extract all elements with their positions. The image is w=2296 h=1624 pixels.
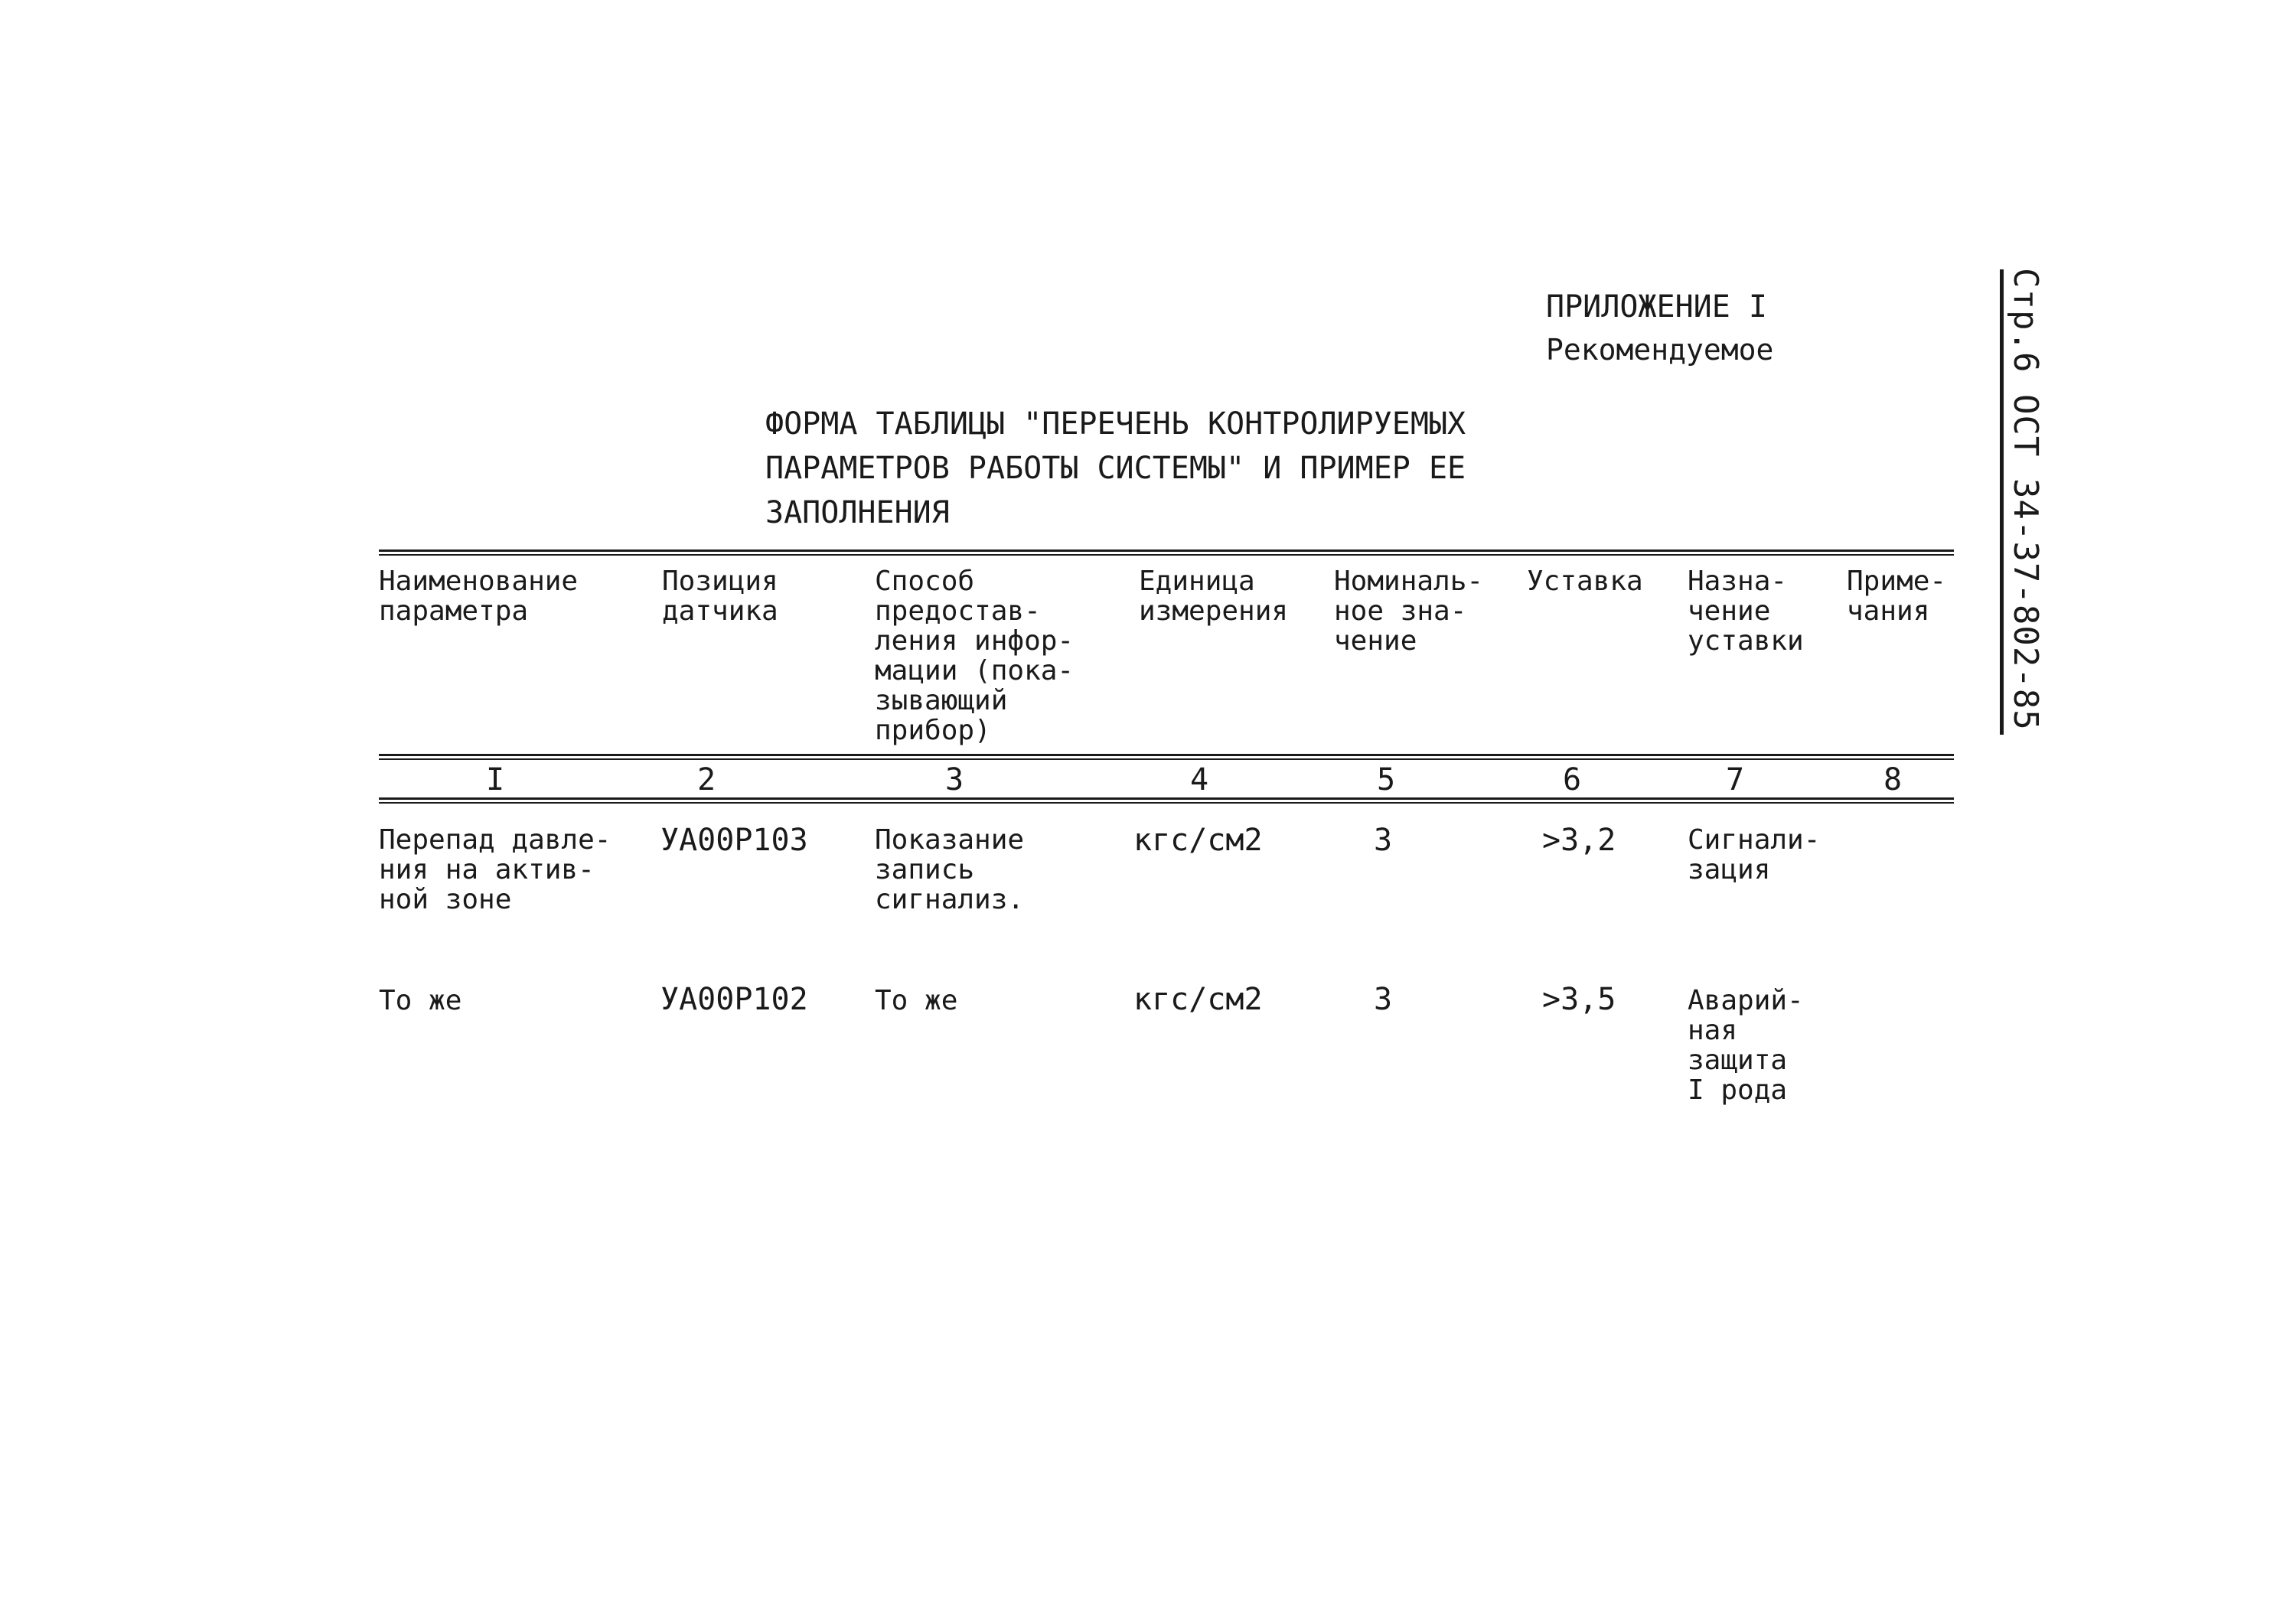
row2-position: УА00Р102 [660,982,808,1017]
column-number: 6 [1562,762,1582,797]
header-name: Наименование параметра [379,566,579,627]
row1-position: УА00Р103 [660,823,808,858]
row1-method: Показание запись сигнализ. [875,824,1025,915]
header-bottom-rule [379,754,1954,756]
table-top-rule [379,549,1954,552]
heading-line: ПАРАМЕТРОВ РАБОТЫ СИСТЕМЫ" И ПРИМЕР ЕЕ [765,451,1466,486]
appendix-subtitle: Рекомендуемое [1546,333,1774,367]
row1-setpoint: >3,2 [1542,823,1616,858]
side-rule [2000,269,2004,735]
row1-purpose: Сигнали- зация [1688,824,1821,885]
column-number: 5 [1376,762,1396,797]
header-nominal: Номиналь- ное зна- чение [1334,566,1484,657]
column-number: I [485,762,505,797]
row1-nominal: 3 [1374,823,1393,858]
row1-unit: кгс/см2 [1133,823,1263,858]
table-top-rule-inner [379,554,1954,556]
heading-line: ЗАПОЛНЕНИЯ [765,495,950,530]
header-bottom-rule-inner [379,758,1954,760]
parameters-table [379,549,1954,1117]
header-setpoint: Уставка [1527,566,1643,597]
header-purpose: Назна- чение уставки [1688,566,1804,657]
column-numbers-bottom-rule [379,797,1954,800]
column-number: 3 [944,762,964,797]
column-number: 2 [696,762,716,797]
row2-unit: кгс/см2 [1133,982,1263,1017]
row2-method: То же [875,985,958,1016]
header-position: Позиция датчика [662,566,778,627]
row2-nominal: 3 [1374,982,1393,1017]
header-method: Способ предостав- ления инфор- мации (пока- зывающий прибор) [875,566,1075,746]
appendix-title: ПРИЛОЖЕНИЕ I [1546,289,1767,324]
row2-setpoint: >3,5 [1542,982,1616,1017]
column-number: 8 [1883,762,1903,797]
column-number: 4 [1189,762,1209,797]
header-notes: Приме- чания [1847,566,1947,627]
header-unit: Единица измерения [1139,566,1289,627]
column-number: 7 [1725,762,1745,797]
table-heading [765,402,1466,535]
row2-purpose: Аварий- ная защита I рода [1688,985,1804,1106]
row2-name: То же [379,985,462,1016]
row1-name: Перепад давле- ния на актив- ной зоне [379,824,612,915]
heading-line: ФОРМА ТАБЛИЦЫ "ПЕРЕЧЕНЬ КОНТРОЛИРУЕМЫХ [765,406,1466,442]
page-code: Стр.6 ОСТ 34-37-802-85 [2006,268,2045,731]
column-numbers-bottom-rule-inner [379,802,1954,804]
